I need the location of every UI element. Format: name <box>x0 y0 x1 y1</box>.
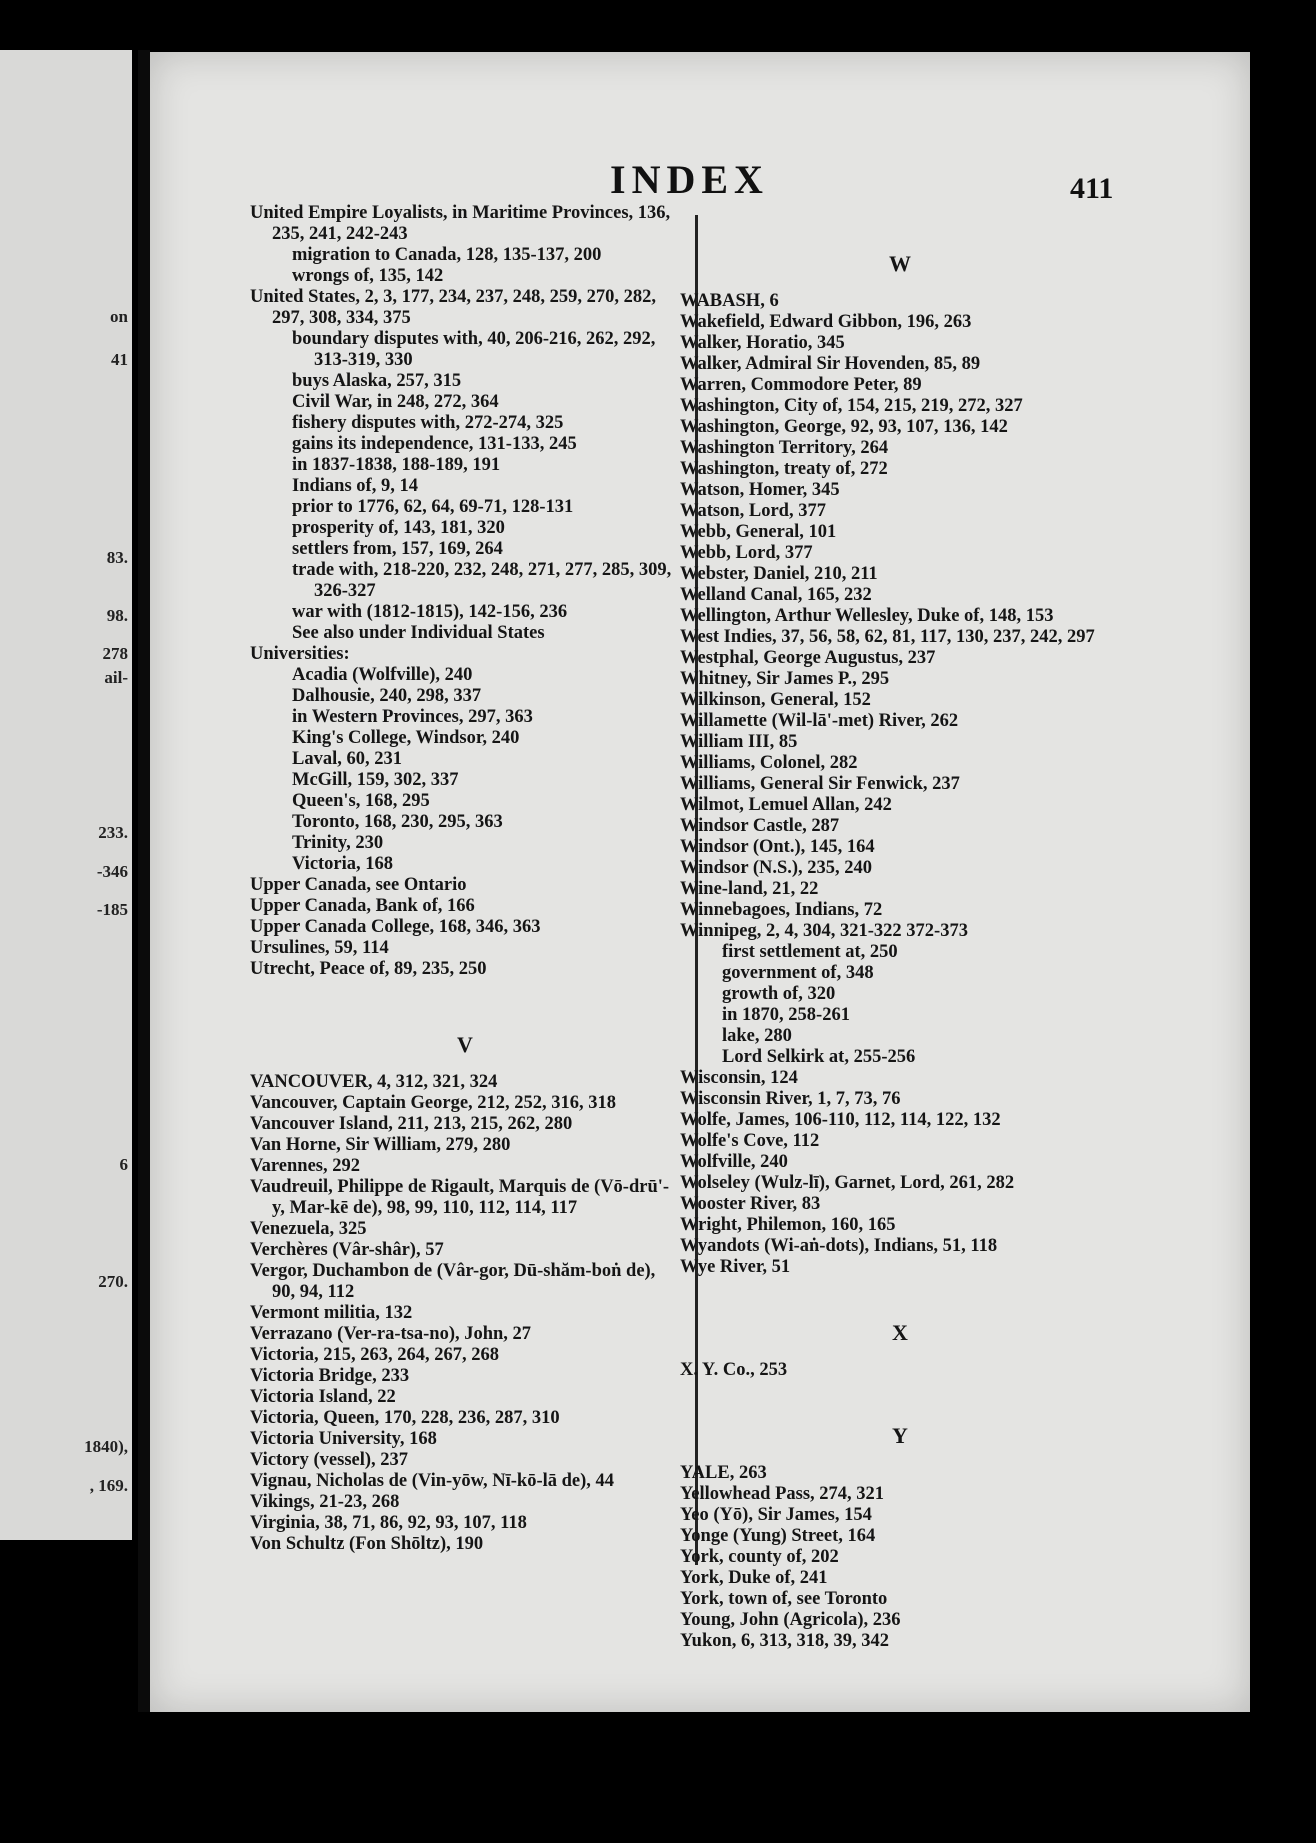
index-entry: Verrazano (Ver-ra-tsa-no), John, 27 <box>250 1324 532 1344</box>
index-entry: Wakefield, Edward Gibbon, 196, 263 <box>680 312 972 332</box>
index-entry: Upper Canada College, 168, 346, 363 <box>250 917 541 937</box>
index-entry: Webb, General, 101 <box>680 522 837 542</box>
index-entry: United Empire Loyalists, in Maritime Provinces, 136, 235, 241, 242-243 <box>250 203 671 244</box>
index-entry: Wooster River, 83 <box>680 1194 821 1214</box>
previous-page-text-fragment: 98. <box>106 606 128 625</box>
index-entry: Washington, George, 92, 93, 107, 136, 142 <box>680 417 1008 437</box>
index-entry: Wolfe, James, 106-110, 112, 114, 122, 132 <box>680 1110 1001 1130</box>
index-entry: Upper Canada, see Ontario <box>250 875 467 895</box>
index-entry: YALE, 263 <box>680 1463 767 1483</box>
page-number: 411 <box>1070 172 1114 205</box>
index-subentry: growth of, 320 <box>722 984 836 1004</box>
index-entry: VANCOUVER, 4, 312, 321, 324 <box>250 1072 498 1092</box>
index-entry: Walker, Horatio, 345 <box>680 333 845 353</box>
previous-page-text-fragment: 270. <box>98 1272 128 1291</box>
previous-page-text-fragment: ail- <box>104 668 128 687</box>
index-entry: Victory (vessel), 237 <box>250 1450 409 1470</box>
index-entry: Windsor (Ont.), 145, 164 <box>680 837 875 857</box>
index-entry: Wine-land, 21, 22 <box>680 879 819 899</box>
index-subentry: See also under Individual States <box>292 623 545 643</box>
index-entry: Victoria Bridge, 233 <box>250 1366 410 1386</box>
index-subentry: Victoria, 168 <box>292 854 394 874</box>
index-entry: York, county of, 202 <box>680 1547 839 1567</box>
index-entry: Wellington, Arthur Wellesley, Duke of, 148, 153 <box>680 606 1054 626</box>
index-subentry: Indians of, 9, 14 <box>292 476 418 496</box>
index-subentry: fishery disputes with, 272-274, 325 <box>292 413 564 433</box>
index-entry: Wolfville, 240 <box>680 1152 788 1172</box>
index-entry: Wright, Philemon, 160, 165 <box>680 1215 896 1235</box>
index-entry: Vermont militia, 132 <box>250 1303 413 1323</box>
index-entry: Yukon, 6, 313, 318, 39, 342 <box>680 1631 890 1651</box>
index-subentry: Laval, 60, 231 <box>292 749 402 769</box>
index-subentry: Toronto, 168, 230, 295, 363 <box>292 812 503 832</box>
index-entry: Washington, treaty of, 272 <box>680 459 888 479</box>
index-subentry: in 1837-1838, 188-189, 191 <box>292 455 501 475</box>
index-entry: Windsor Castle, 287 <box>680 816 840 836</box>
index-subentry: Lord Selkirk at, 255-256 <box>722 1047 916 1067</box>
index-entry: Varennes, 292 <box>250 1156 360 1176</box>
index-entry: Verchères (Vâr-shâr), 57 <box>250 1240 444 1260</box>
index-entry: Victoria University, 168 <box>250 1429 437 1449</box>
index-subentry: gains its independence, 131-133, 245 <box>292 434 577 454</box>
section-letter: X <box>892 1320 908 1345</box>
previous-page-text-fragment: 233. <box>98 823 128 842</box>
index-entry: Washington Territory, 264 <box>680 438 889 458</box>
index-entry: Wilmot, Lemuel Allan, 242 <box>680 795 892 815</box>
index-subentry: trade with, 218-220, 232, 248, 271, 277, 285, 309, 326-327 <box>292 560 672 601</box>
index-entry: Victoria, 215, 263, 264, 267, 268 <box>250 1345 500 1365</box>
index-entry: Yonge (Yung) Street, 164 <box>680 1526 876 1546</box>
previous-page-text-fragment: on <box>110 307 128 326</box>
index-entry: Watson, Homer, 345 <box>680 480 840 500</box>
index-entry: Victoria Island, 22 <box>250 1387 396 1407</box>
index-subentry: boundary disputes with, 40, 206-216, 262, 292, 313-319, 330 <box>292 329 656 370</box>
index-entry: Wisconsin, 124 <box>680 1068 798 1088</box>
index-entry: Vaudreuil, Philippe de Rigault, Marquis de (Vō-drū'-y, Mar-kē de), 98, 99, 110, 112, 114, 117 <box>250 1177 670 1218</box>
index-subentry: prosperity of, 143, 181, 320 <box>292 518 505 538</box>
index-entry: Williams, Colonel, 282 <box>680 753 858 773</box>
index-entry: Yeo (Yō), Sir James, 154 <box>680 1505 872 1525</box>
index-entry: Yellowhead Pass, 274, 321 <box>680 1484 885 1504</box>
index-entry: Upper Canada, Bank of, 166 <box>250 896 475 916</box>
index-subentry: migration to Canada, 128, 135-137, 200 <box>292 245 602 265</box>
previous-page-text-fragment: 41 <box>111 350 128 369</box>
index-subentry: first settlement at, 250 <box>722 942 898 962</box>
index-column-right <box>680 235 1120 1652</box>
index-entry: Whitney, Sir James P., 295 <box>680 669 890 689</box>
index-subentry: war with (1812-1815), 142-156, 236 <box>292 602 568 622</box>
index-entry: Webb, Lord, 377 <box>680 543 813 563</box>
index-entry: Van Horne, Sir William, 279, 280 <box>250 1135 511 1155</box>
section-spacer <box>250 980 680 1016</box>
index-entry: Von Schultz (Fon Shōltz), 190 <box>250 1534 484 1554</box>
previous-page-text-fragment: 278 <box>102 644 128 663</box>
index-subentry: Dalhousie, 240, 298, 337 <box>292 686 482 706</box>
index-entry: Vignau, Nicholas de (Vin-yōw, Nī-kō-lā de), 44 <box>250 1471 615 1491</box>
index-entry: Vancouver Island, 211, 213, 215, 262, 280 <box>250 1114 573 1134</box>
index-entry: Wolfe's Cove, 112 <box>680 1131 820 1151</box>
index-entry: Universities: <box>250 644 350 664</box>
index-entry: Washington, City of, 154, 215, 219, 272, 327 <box>680 396 1023 416</box>
index-entry: Walker, Admiral Sir Hovenden, 85, 89 <box>680 354 981 374</box>
index-subentry: Trinity, 230 <box>292 833 384 853</box>
index-entry: Ursulines, 59, 114 <box>250 938 389 958</box>
index-entry: Wolseley (Wulz-lī), Garnet, Lord, 261, 282 <box>680 1173 1015 1193</box>
index-subentry: Civil War, in 248, 272, 364 <box>292 392 499 412</box>
index-subentry: King's College, Windsor, 240 <box>292 728 520 748</box>
index-entry: Vergor, Duchambon de (Vâr-gor, Dū-shăm-boṅ de), 90, 94, 112 <box>250 1261 656 1302</box>
previous-page-text-fragment: -185 <box>96 900 128 919</box>
index-subentry: in Western Provinces, 297, 363 <box>292 707 533 727</box>
book-gutter <box>138 50 150 1712</box>
index-entry: Young, John (Agricola), 236 <box>680 1610 901 1630</box>
previous-page-text-fragment: , 169. <box>89 1476 128 1495</box>
page-title: INDEX <box>610 157 769 202</box>
section-spacer <box>680 1278 1120 1304</box>
index-subentry: wrongs of, 135, 142 <box>292 266 444 286</box>
section-spacer <box>680 1381 1120 1407</box>
index-subentry: prior to 1776, 62, 64, 69-71, 128-131 <box>292 497 574 517</box>
index-entry: Venezuela, 325 <box>250 1219 367 1239</box>
index-subentry: buys Alaska, 257, 315 <box>292 371 462 391</box>
section-letter: V <box>457 1032 473 1057</box>
index-subentry: settlers from, 157, 169, 264 <box>292 539 503 559</box>
index-entry: Wilkinson, General, 152 <box>680 690 871 710</box>
index-entry: William III, 85 <box>680 732 798 752</box>
index-entry: Vancouver, Captain George, 212, 252, 316, 318 <box>250 1093 617 1113</box>
section-letter: W <box>889 251 911 276</box>
index-entry: Willamette (Wil-lā'-met) River, 262 <box>680 711 959 731</box>
index-entry: Utrecht, Peace of, 89, 235, 250 <box>250 959 487 979</box>
index-entry: X. Y. Co., 253 <box>680 1360 788 1380</box>
index-entry: Winnebagoes, Indians, 72 <box>680 900 883 920</box>
index-subentry: Queen's, 168, 295 <box>292 791 430 811</box>
index-subentry: government of, 348 <box>722 963 874 983</box>
index-entry: Watson, Lord, 377 <box>680 501 826 521</box>
index-subentry: McGill, 159, 302, 337 <box>292 770 459 790</box>
index-entry: WABASH, 6 <box>680 291 779 311</box>
index-entry: York, Duke of, 241 <box>680 1568 828 1588</box>
index-entry: Westphal, George Augustus, 237 <box>680 648 936 668</box>
index-entry: Wisconsin River, 1, 7, 73, 76 <box>680 1089 901 1109</box>
index-entry: Williams, General Sir Fenwick, 237 <box>680 774 960 794</box>
index-entry: Winnipeg, 2, 4, 304, 321-322 372-373 <box>680 921 968 941</box>
index-entry: Virginia, 38, 71, 86, 92, 93, 107, 118 <box>250 1513 527 1533</box>
index-column-left <box>250 203 680 1555</box>
index-subentry: lake, 280 <box>722 1026 792 1046</box>
index-entry: Windsor (N.S.), 235, 240 <box>680 858 873 878</box>
previous-page-text-fragment: -346 <box>96 862 128 881</box>
section-letter: Y <box>892 1423 908 1448</box>
index-entry: West Indies, 37, 56, 58, 62, 81, 117, 130, 237, 242, 297 <box>680 627 1095 647</box>
previous-page <box>0 50 132 1540</box>
index-entry: United States, 2, 3, 177, 234, 237, 248, 259, 270, 282, 297, 308, 334, 375 <box>250 287 656 328</box>
previous-page-text-fragment: 6 <box>119 1155 128 1174</box>
index-entry: Vikings, 21-23, 268 <box>250 1492 400 1512</box>
index-entry: Wyandots (Wi-aṅ-dots), Indians, 51, 118 <box>680 1236 998 1256</box>
previous-page-text-fragment: 1840), <box>84 1437 128 1456</box>
index-subentry: Acadia (Wolfville), 240 <box>292 665 473 685</box>
index-entry: Wye River, 51 <box>680 1257 791 1277</box>
index-subentry: in 1870, 258-261 <box>722 1005 850 1025</box>
index-entry: York, town of, see Toronto <box>680 1589 888 1609</box>
index-entry: Welland Canal, 165, 232 <box>680 585 872 605</box>
index-entry: Warren, Commodore Peter, 89 <box>680 375 922 395</box>
previous-page-text-fragment: 83. <box>106 548 128 567</box>
index-entry: Webster, Daniel, 210, 211 <box>680 564 878 584</box>
index-entry: Victoria, Queen, 170, 228, 236, 287, 310 <box>250 1408 560 1428</box>
